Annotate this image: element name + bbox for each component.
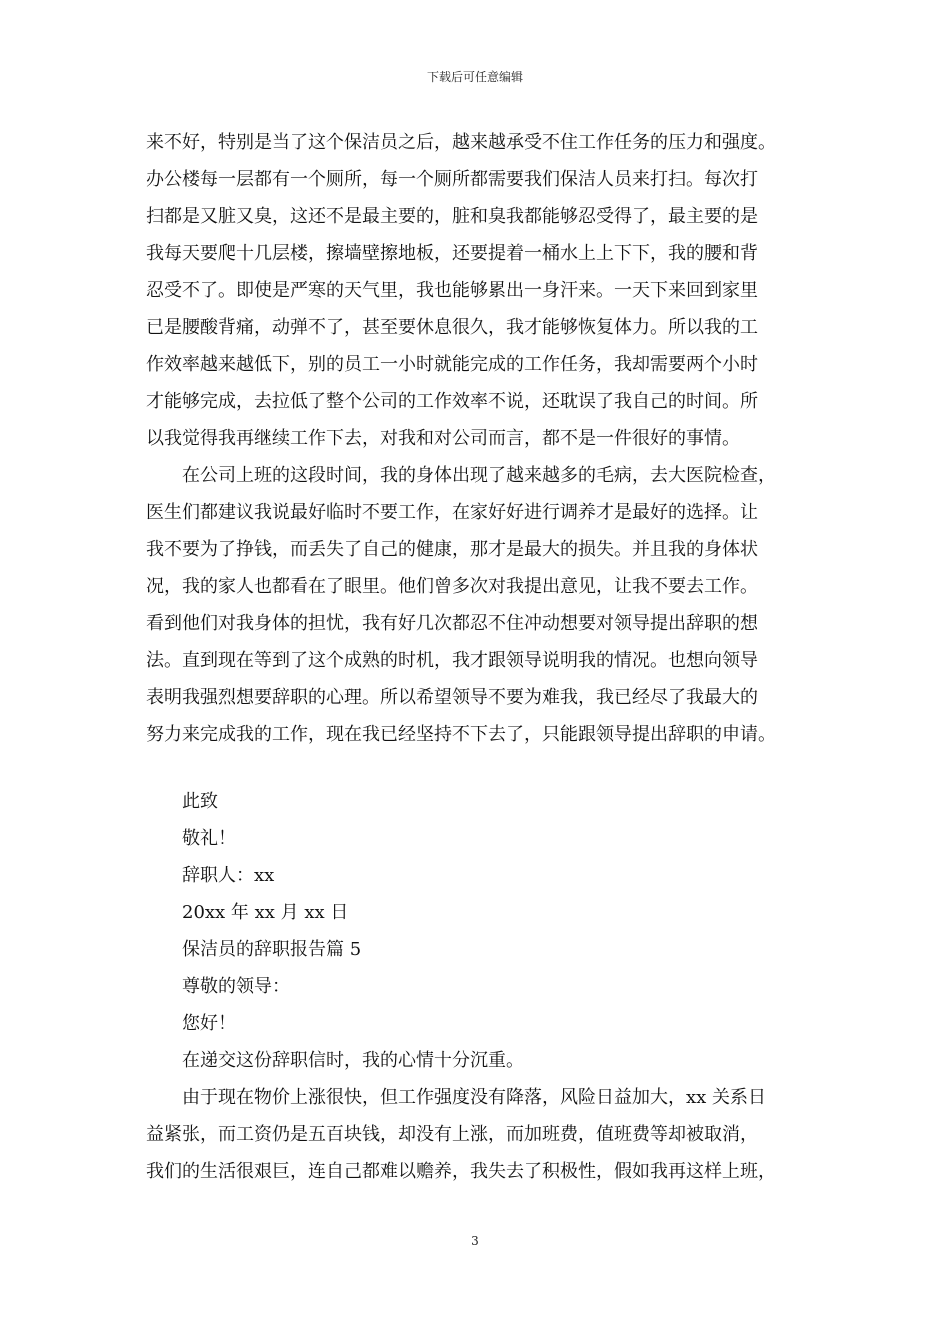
text-line: 我每天要爬十几层楼，擦墙壁擦地板，还要提着一桶水上上下下，我的腰和背	[146, 243, 758, 264]
paragraph-1	[146, 124, 808, 457]
text-line: 以我觉得我再继续工作下去，对我和对公司而言，都不是一件很好的事情。	[146, 428, 740, 449]
addressee: 尊敬的领导：	[182, 976, 290, 997]
text-line: 办公楼每一层都有一个厕所，每一个厕所都需要我们保洁人员来打扫。每次打	[146, 169, 758, 190]
text-line: 作效率越来越低下，别的员工一小时就能完成的工作任务，我却需要两个小时	[146, 354, 758, 375]
text-line: 扫都是又脏又臭，这还不是最主要的，脏和臭我都能够忍受得了，最主要的是	[146, 206, 758, 227]
regards: 敬礼！	[182, 828, 236, 849]
page-header: 下载后可任意编辑	[426, 70, 523, 84]
closing-block	[146, 783, 808, 1079]
text-line: 已是腰酸背痛，动弹不了，甚至要休息很久，我才能够恢复体力。所以我的工	[146, 317, 758, 338]
text-line: 来不好，特别是当了这个保洁员之后，越来越承受不住工作任务的压力和强度。	[146, 132, 776, 153]
text-line: 况，我的家人也都看在了眼里。他们曾多次对我提出意见，让我不要去工作。	[146, 576, 758, 597]
text-line: 表明我强烈想要辞职的心理。所以希望领导不要为难我，我已经尽了我最大的	[146, 687, 758, 708]
text-line: 益紧张，而工资仍是五百块钱，却没有上涨，而加班费，值班费等却被取消，	[146, 1124, 758, 1145]
text-line: 我不要为了挣钱，而丢失了自己的健康，那才是最大的损失。并且我的身体状	[146, 539, 758, 560]
text-line: 在公司上班的这段时间，我的身体出现了越来越多的毛病，去大医院检查，	[182, 465, 776, 486]
salutation: 此致	[182, 791, 218, 812]
spacer	[146, 753, 808, 783]
section-title: 保洁员的辞职报告篇 5	[182, 939, 362, 960]
date: 20xx 年 xx 月 xx 日	[182, 902, 349, 923]
text-line: 由于现在物价上涨很快，但工作强度没有降落，风险日益加大，xx 关系日	[182, 1087, 767, 1108]
text-line: 看到他们对我身体的担忧，我有好几次都忍不住冲动想要对领导提出辞职的想	[146, 613, 758, 634]
text-line: 医生们都建议我说最好临时不要工作，在家好好进行调养才是最好的选择。让	[146, 502, 758, 523]
page-number: 3	[471, 1234, 479, 1248]
opening-line: 在递交这份辞职信时，我的心情十分沉重。	[182, 1050, 524, 1071]
text-line: 法。直到现在等到了这个成熟的时机，我才跟领导说明我的情况。也想向领导	[146, 650, 758, 671]
text-line: 才能够完成，去拉低了整个公司的工作效率不说，还耽误了我自己的时间。所	[146, 391, 758, 412]
text-line: 忍受不了。即使是严寒的天气里，我也能够累出一身汗来。一天下来回到家里	[146, 280, 758, 301]
greeting: 您好！	[182, 1013, 236, 1034]
document-body	[146, 124, 808, 1190]
paragraph-2	[146, 457, 808, 753]
text-line: 我们的生活很艰巨，连自己都难以赡养，我失去了积极性，假如我再这样上班，	[146, 1161, 776, 1182]
text-line: 努力来完成我的工作，现在我已经坚持不下去了，只能跟领导提出辞职的申请。	[146, 724, 776, 745]
signer: 辞职人：xx	[182, 865, 275, 886]
paragraph-3	[146, 1079, 808, 1190]
